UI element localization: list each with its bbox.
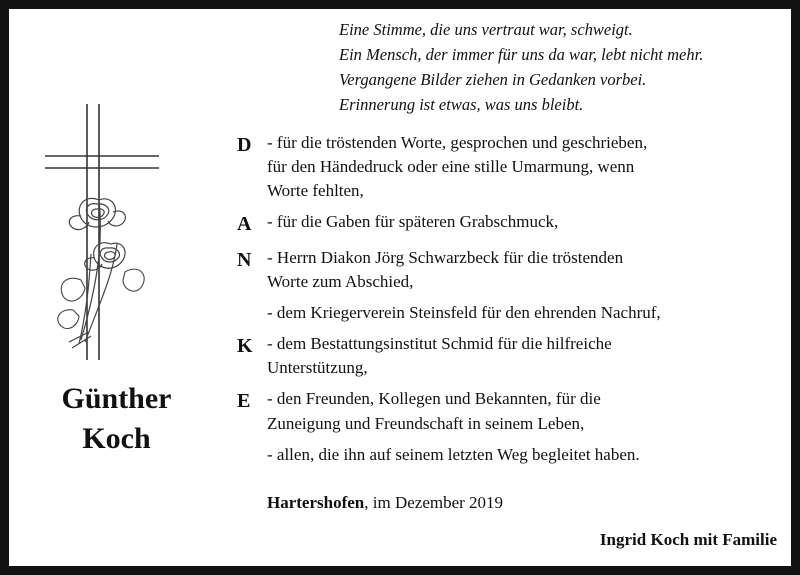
- thanks-entry-line: Worte fehlten,: [267, 181, 364, 201]
- thanks-entry-line: - Herrn Diakon Jörg Schwarzbeck für die tröstenden: [267, 247, 624, 267]
- thanks-entry: [229, 131, 791, 203]
- signature-line: Ingrid Koch mit Familie: [599, 530, 777, 549]
- acrostic-letter: A: [237, 213, 252, 236]
- thanks-entry-line: - für die Gaben für späteren Grabschmuck,: [267, 212, 559, 232]
- poem-line: Eine Stimme, die uns vertraut war, schweigt.: [339, 20, 633, 39]
- thanks-entry-text: [267, 387, 791, 435]
- deceased-last-name: Koch: [82, 421, 151, 455]
- acrostic-letter: N: [237, 248, 252, 271]
- thanks-entry: [229, 301, 791, 325]
- thanks-entry-text: [267, 443, 791, 467]
- thanks-entry-line: - den Freunden, Kollegen und Bekannten, für die: [267, 389, 601, 409]
- thanks-list: [229, 131, 791, 474]
- thanks-entry-line: für den Händedruck oder eine stille Umarmung, wenn: [267, 157, 635, 177]
- deceased-name: [9, 379, 224, 459]
- acrostic-letter: K: [237, 335, 253, 358]
- cross-with-rose-illustration: [39, 104, 189, 364]
- thanks-entry: [229, 387, 791, 435]
- text-column: [229, 9, 791, 566]
- thanks-entry: [229, 246, 791, 294]
- acrostic-letter: D: [237, 134, 252, 156]
- thanks-entry-text: [267, 131, 791, 203]
- cross-rose-icon: [39, 104, 189, 364]
- poem-block: [339, 17, 789, 117]
- poem-line: Erinnerung ist etwas, was uns bleibt.: [339, 95, 584, 115]
- place-name: Hartershofen: [267, 493, 365, 512]
- obituary-card: [9, 9, 791, 566]
- emblem-column: [9, 9, 224, 566]
- thanks-entry-line: - allen, die ihn auf seinem letzten Weg begleitet haben.: [267, 444, 640, 464]
- thanks-entry-text: [267, 332, 791, 380]
- thanks-entry-line: - dem Kriegerverein Steinsfeld für den ehrenden Nachruf,: [267, 303, 661, 323]
- poem-line: Vergangene Bilder ziehen in Gedanken vorbei.: [339, 70, 647, 90]
- thanks-entry-text: [267, 301, 791, 325]
- date-text: , im Dezember 2019: [364, 493, 504, 512]
- thanks-entry-line: - für die tröstenden Worte, gesprochen und geschrieben,: [267, 133, 648, 152]
- thanks-entry-text: [267, 246, 791, 294]
- thanks-entry-line: - dem Bestattungsinstitut Schmid für die hilfreiche: [267, 334, 612, 354]
- thanks-entry-text: [267, 210, 791, 234]
- thanks-entry: [229, 443, 791, 467]
- place-and-date: [267, 493, 503, 513]
- thanks-entry-line: Zuneigung und Freundschaft in seinem Leben,: [267, 413, 585, 433]
- thanks-entry-line: Unterstützung,: [267, 358, 368, 378]
- thanks-entry: [229, 332, 791, 380]
- thanks-entry-line: Worte zum Abschied,: [267, 271, 414, 291]
- deceased-first-name: Günther: [61, 382, 172, 415]
- acrostic-letter: E: [237, 390, 251, 413]
- poem-line: Ein Mensch, der immer für uns da war, lebt nicht mehr.: [339, 45, 704, 65]
- thanks-entry: [229, 210, 791, 238]
